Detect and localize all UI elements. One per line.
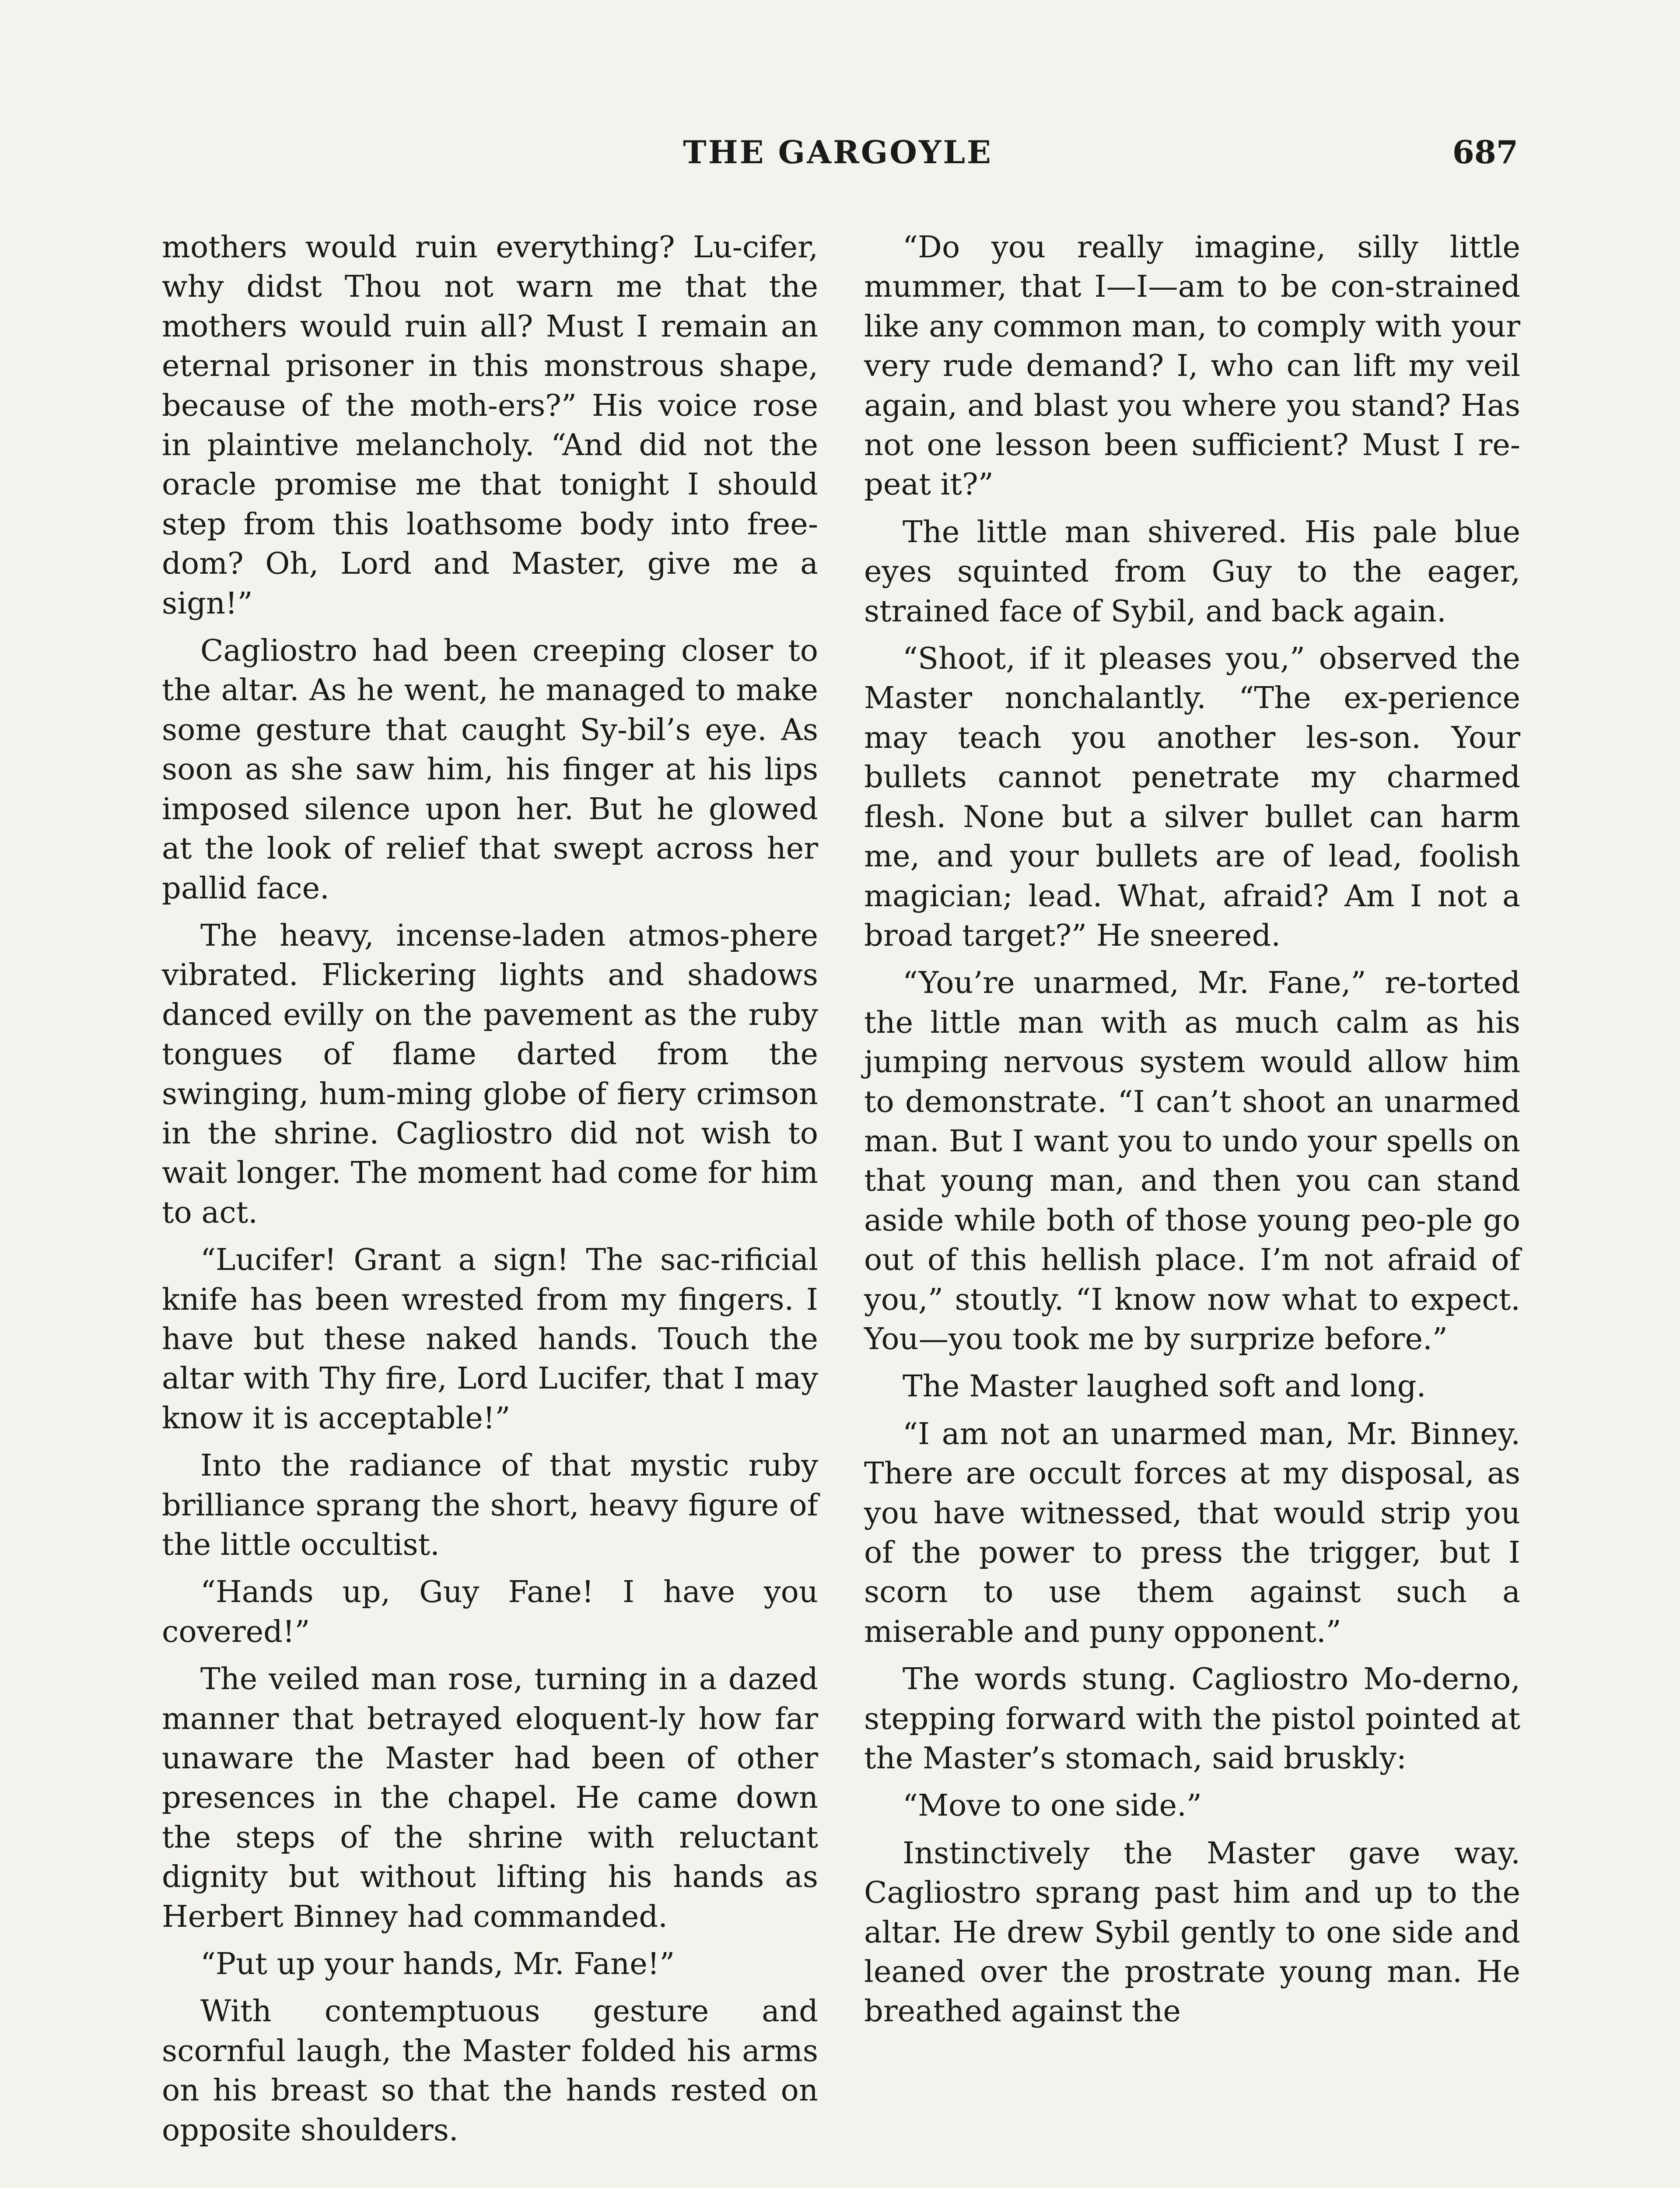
paragraph: Cagliostro had been creeping closer to the altar. As he went, he managed to make some gesture that caught Sy-bil’s eye. As soon as she saw him, his finger at his lips imposed silence upon her. But he glowed at the look of relief that swept across her pallid face.: [162, 633, 818, 906]
paragraph: “Lucifer! Grant a sign! The sac-rificial knife has been wrested from my fingers. I have but these naked hands. Touch the altar with Thy fire, Lord Lucifer, that I may know it is acceptable!”: [162, 1242, 818, 1436]
paragraph: “Put up your hands, Mr. Fane!”: [200, 1946, 675, 1982]
running-title: THE GARGOYLE: [683, 133, 993, 171]
paragraph: “Hands up, Guy Fane! I have you covered!”: [162, 1574, 818, 1649]
paragraph: Instinctively the Master gave way. Cagliostro sprang past him and up to the altar. He drew Sybil gently to one side and leaned over the prostrate young man. He breathed against the: [864, 1835, 1520, 2029]
paragraph: With contemptuous gesture and scornful laugh, the Master folded his arms on his breast so that the hands rested on opposite shoulders.: [162, 1994, 818, 2148]
right-column: [864, 228, 1520, 2039]
paragraph: The words stung. Cagliostro Mo-derno, stepping forward with the pistol pointed at the Master’s stomach, said bruskly:: [864, 1662, 1520, 1776]
paragraph: The veiled man rose, turning in a dazed manner that betrayed eloquent-ly how far unaware the Master had been of other presences in the chapel. He came down the steps of the shrine with reluctant dignity but without lifting his hands as Herbert Binney had commanded.: [162, 1662, 818, 1934]
paragraph: “Shoot, if it pleases you,” observed the Master nonchalantly. “The ex-perience may teach you another les-son. Your bullets cannot penetrate my charmed flesh. None but a silver bullet can harm me, and your bullets are of lead, foolish magician; lead. What, afraid? Am I not a broad target?” He sneered.: [864, 641, 1520, 953]
paragraph: “Move to one side.”: [903, 1788, 1202, 1823]
paragraph: The Master laughed soft and long.: [903, 1369, 1426, 1404]
paragraph: “You’re unarmed, Mr. Fane,” re-torted the little man with as much calm as his jumping nervous system would allow him to demonstrate. “I can’t shoot an unarmed man. But I want you to undo your spells on that young man, and then you can stand aside while both of those young peo-ple go out of this hellish place. I’m not afraid of you,” stoutly. “I know now what to expect. You—you took me by surprize before.”: [864, 965, 1520, 1357]
left-column: [162, 228, 818, 2158]
running-head: [158, 133, 1518, 182]
paragraph: mothers would ruin everything? Lu-cifer, why didst Thou not warn me that the mothers would ruin all? Must I remain an eternal prisoner in this monstrous shape, because of the moth-ers?” His voice rose in plaintive melancholy. “And did not the oracle promise me that tonight I should step from this loathsome body into free-dom? Oh, Lord and Master, give me a sign!”: [162, 230, 818, 621]
paragraph: The little man shivered. His pale blue eyes squinted from Guy to the eager, strained face of Sybil, and back again.: [864, 514, 1520, 629]
paragraph: The heavy, incense-laden atmos-phere vibrated. Flickering lights and shadows danced evilly on the pavement as the ruby tongues of flame darted from the swinging, hum-ming globe of fiery crimson in the shrine. Cagliostro did not wish to wait longer. The moment had come for him to act.: [162, 918, 818, 1230]
paragraph: “Do you really imagine, silly little mummer, that I—I—am to be con-strained like any common man, to comply with your very rude demand? I, who can lift my veil again, and blast you where you stand? Has not one lesson been sufficient? Must I re-peat it?”: [864, 230, 1520, 502]
paragraph: “I am not an unarmed man, Mr. Binney. There are occult forces at my disposal, as you have witnessed, that would strip you of the power to press the trigger, but I scorn to use them against such a miserable and puny opponent.”: [864, 1416, 1520, 1649]
paragraph: Into the radiance of that mystic ruby brilliance sprang the short, heavy figure of the little occultist.: [162, 1448, 818, 1562]
page-number: 687: [1452, 133, 1518, 171]
